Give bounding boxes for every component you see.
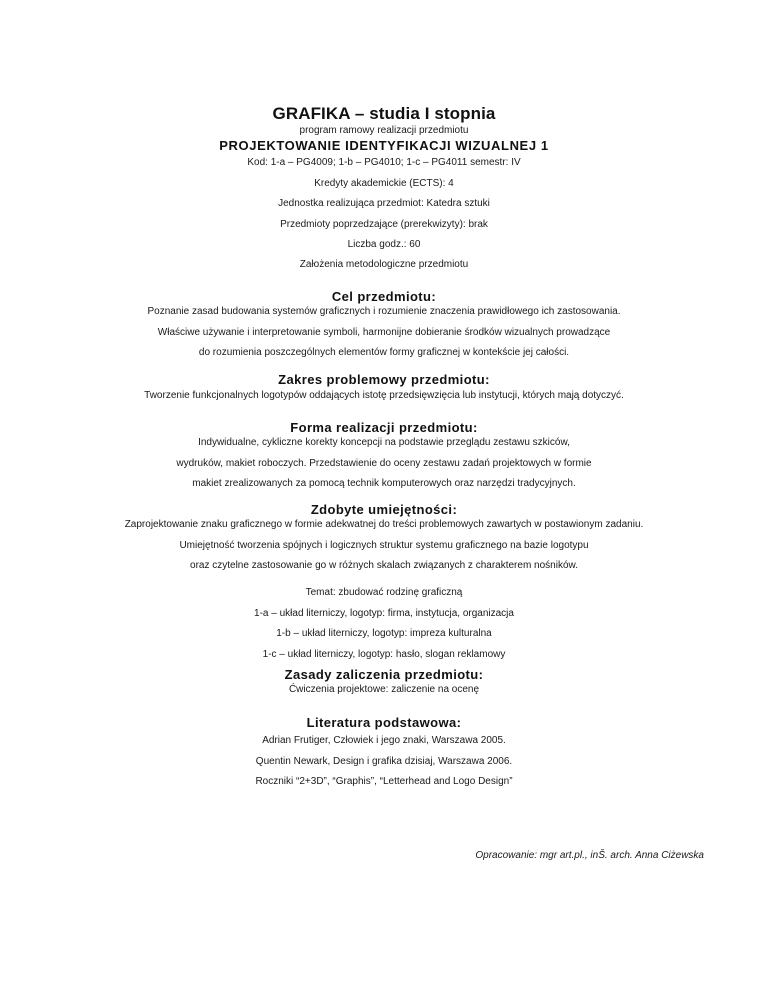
section-heading-zaliczenie: Zasady zaliczenia przedmiotu: <box>284 667 484 682</box>
section-body-zakres <box>0 386 768 407</box>
section-body-zaliczenie <box>0 680 768 701</box>
course-info <box>0 153 768 256</box>
section-line: Umiejętność tworzenia spójnych i logicznych struktur systemu graficznego na bazie logotypu <box>179 539 589 551</box>
assumptions-label: Założenia metodologiczne przedmiotu <box>299 259 469 270</box>
section-line: Indywidualne, cykliczne korekty koncepcji na podstawie przeglądu zestawu szkiców, <box>198 437 570 448</box>
section-line: Poznanie zasad budowania systemów graficznych i rozumienie znaczenia prawidłowego ich zastosowania. <box>147 306 621 317</box>
course-prerequisites: Przedmioty poprzedzające (prerekwizyty): brak <box>280 218 488 230</box>
subject-title: PROJEKTOWANIE IDENTYFIKACJI WIZUALNEJ 1 <box>219 138 549 153</box>
topic-line: Temat: zbudować rodzinę graficzną <box>305 587 463 598</box>
bibliography-item: Roczniki “2+3D”, “Graphis”, “Letterhead and Logo Design” <box>255 776 513 787</box>
topic-line: 1-b – układ literniczy, logotyp: impreza kulturalna <box>276 628 492 639</box>
bibliography-item: Quentin Newark, Design i grafika dzisiaj, Warszawa 2006. <box>255 755 513 767</box>
section-body-umiejetnosci <box>0 515 768 577</box>
section-body-literatura <box>0 731 768 793</box>
section-line: makiet zrealizowanych za pomocą technik komputerowych oraz narzędzi tradycyjnych. <box>192 478 576 489</box>
section-heading-umiejetnosci: Zdobyte umiejętności: <box>310 502 458 517</box>
topic-line: 1-a – układ literniczy, logotyp: firma, instytucja, organizacja <box>254 607 514 619</box>
section-body-temat <box>0 583 768 665</box>
section-line: Właściwe używanie i interpretowanie symboli, harmonijne dobieranie środków wizualnych prowadzące <box>157 326 611 338</box>
section-line: Ćwiczenia projektowe: zaliczenie na ocenę <box>288 684 480 695</box>
section-line: oraz czytelne zastosowanie go w różnych skalach związanych z charakterem nośników. <box>190 560 578 571</box>
section-heading-literatura: Literatura podstawowa: <box>306 715 462 730</box>
bibliography-item: Adrian Frutiger, Człowiek i jego znaki, Warszawa 2005. <box>262 735 506 746</box>
topic-line: 1-c – układ literniczy, logotyp: hasło, slogan reklamowy <box>262 648 506 660</box>
section-line: do rozumienia poszczególnych elementów formy graficznej w kontekście jej całości. <box>198 347 570 358</box>
section-heading-cel: Cel przedmiotu: <box>331 289 437 304</box>
section-body-forma <box>0 433 768 495</box>
course-hours: Liczba godz.: 60 <box>347 239 421 250</box>
author-credit: Opracowanie: mgr art.pl., inŠ. arch. Anna Ciżewska <box>475 850 704 861</box>
course-credits: Kredyty akademickie (ECTS): 4 <box>314 177 454 189</box>
section-body-cel <box>0 302 768 364</box>
section-line: wydruków, makiet roboczych. Przedstawienie do oceny zestawu zadań projektowych w formie <box>176 457 592 469</box>
section-heading-forma: Forma realizacji przedmiotu: <box>290 420 478 435</box>
section-heading-zakres: Zakres problemowy przedmiotu: <box>278 372 490 387</box>
document-subtitle: program ramowy realizacji przedmiotu <box>299 125 469 136</box>
section-line: Tworzenie funkcjonalnych logotypów oddających istotę przedsięwzięcia lub instytucji, których mają dotyczyć. <box>144 390 624 401</box>
course-unit: Jednostka realizująca przedmiot: Katedra sztuki <box>278 198 490 209</box>
course-code: Kod: 1-a – PG4009; 1-b – PG4010; 1-c – PG4011 semestr: IV <box>247 157 521 168</box>
section-line: Zaprojektowanie znaku graficznego w formie adekwatnej do treści problemowych zawartych w postawionym zadaniu. <box>124 519 644 530</box>
document-title: GRAFIKA – studia I stopnia <box>272 104 496 123</box>
